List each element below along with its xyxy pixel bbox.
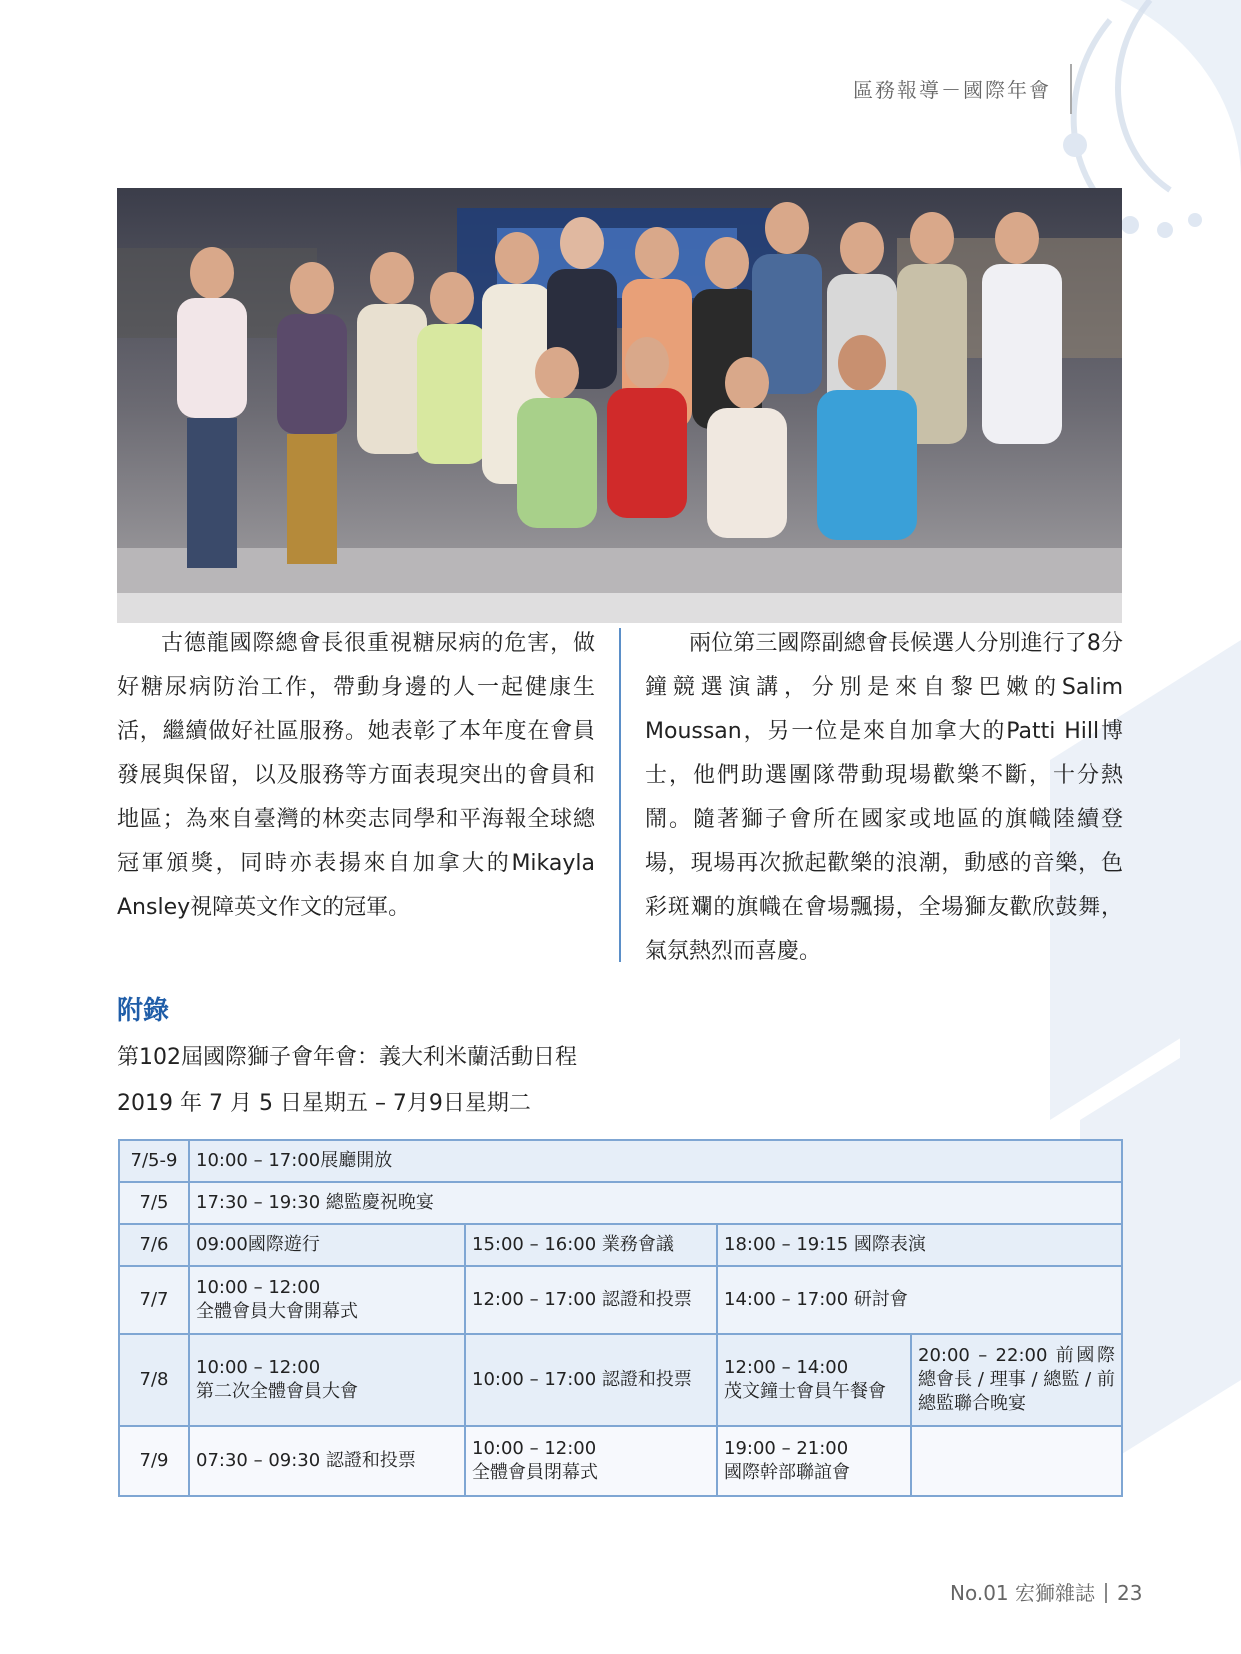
appendix-title: 附錄: [117, 996, 170, 1026]
table-row: [119, 1266, 1122, 1334]
table-row: [119, 1182, 1122, 1224]
schedule-cell: 10:00 – 17:00 認證和投票: [465, 1334, 717, 1426]
column-divider: [619, 628, 621, 962]
schedule-cell: [911, 1426, 1122, 1496]
schedule-cell: 10:00 – 12:00 全體會員閉幕式: [465, 1426, 717, 1496]
left-column: [117, 622, 595, 930]
right-paragraph: 兩位第三國際副總會長候選人分別進行了8分鐘競選演講，分別是來自黎巴嫩的Salim Moussan，另一位是來自加拿大的Patti Hill博士，他們助選團隊帶動現場歡樂不斷，十分熱鬧。隨著獅子會所在國家或地區的旗幟陸續登場，現場再次掀起歡樂的浪潮，動感的音樂，色彩斑斕的旗幟在會場飄揚，全場獅友歡欣鼓舞，氣氛熱烈而喜慶。: [645, 631, 1123, 964]
group-photo: [117, 188, 1122, 623]
left-paragraph: 古德龍國際總會長很重視糖尿病的危害，做好糖尿病防治工作，帶動身邊的人一起健康生活，繼續做好社區服務。她表彰了本年度在會員發展與保留，以及服務等方面表現突出的會員和地區；為來自臺灣的林奕志同學和平海報全球總冠軍頒獎，同時亦表揚來自加拿大的Mikayla Ansley視障英文作文的冠軍。: [117, 631, 595, 920]
table-row: [119, 1426, 1122, 1496]
appendix-event-title: 第102屆國際獅子會年會：義大利米蘭活動日程: [117, 1045, 577, 1070]
section-header: 區務報導－國際年會: [853, 78, 1051, 102]
schedule-table: [118, 1139, 1123, 1497]
schedule-cell: 14:00 – 17:00 研討會: [717, 1266, 1122, 1334]
schedule-cell: 10:00 – 12:00 全體會員大會開幕式: [189, 1266, 465, 1334]
table-row: [119, 1224, 1122, 1266]
schedule-date: 7/8: [119, 1334, 189, 1426]
schedule-cell: 12:00 – 17:00 認證和投票: [465, 1266, 717, 1334]
header-divider: [1070, 64, 1072, 114]
magazine-name: No.01 宏獅雜誌: [950, 1581, 1096, 1605]
appendix-event-dates: 2019 年 7 月 5 日星期五 – 7月9日星期二: [117, 1091, 531, 1116]
schedule-date: 7/7: [119, 1266, 189, 1334]
photo-illustration: [117, 188, 1122, 623]
schedule-cell: 19:00 – 21:00 國際幹部聯誼會: [717, 1426, 911, 1496]
schedule-date: 7/6: [119, 1224, 189, 1266]
schedule-cell: 15:00 – 16:00 業務會議: [465, 1224, 717, 1266]
schedule-cell: 10:00 – 12:00 第二次全體會員大會: [189, 1334, 465, 1426]
schedule-cell: 20:00 – 22:00 前國際總會長 / 理事 / 總監 / 前總監聯合晚宴: [911, 1334, 1122, 1426]
table-row: [119, 1140, 1122, 1182]
page-number: 23: [1117, 1581, 1143, 1605]
schedule-date: 7/5-9: [119, 1140, 189, 1182]
schedule-cell: 10:00 – 17:00展廳開放: [189, 1140, 1122, 1182]
schedule-date: 7/9: [119, 1426, 189, 1496]
footer-separator: [1105, 1583, 1107, 1603]
schedule-cell: 18:00 – 19:15 國際表演: [717, 1224, 1122, 1266]
schedule-cell: 07:30 – 09:30 認證和投票: [189, 1426, 465, 1496]
schedule-date: 7/5: [119, 1182, 189, 1224]
schedule-cell: 12:00 – 14:00 茂文鐘士會員午餐會: [717, 1334, 911, 1426]
schedule-cell: 17:30 – 19:30 總監慶祝晚宴: [189, 1182, 1122, 1224]
table-row: [119, 1334, 1122, 1426]
right-column: [645, 622, 1123, 974]
page-footer: [950, 1577, 1142, 1606]
schedule-cell: 09:00國際遊行: [189, 1224, 465, 1266]
